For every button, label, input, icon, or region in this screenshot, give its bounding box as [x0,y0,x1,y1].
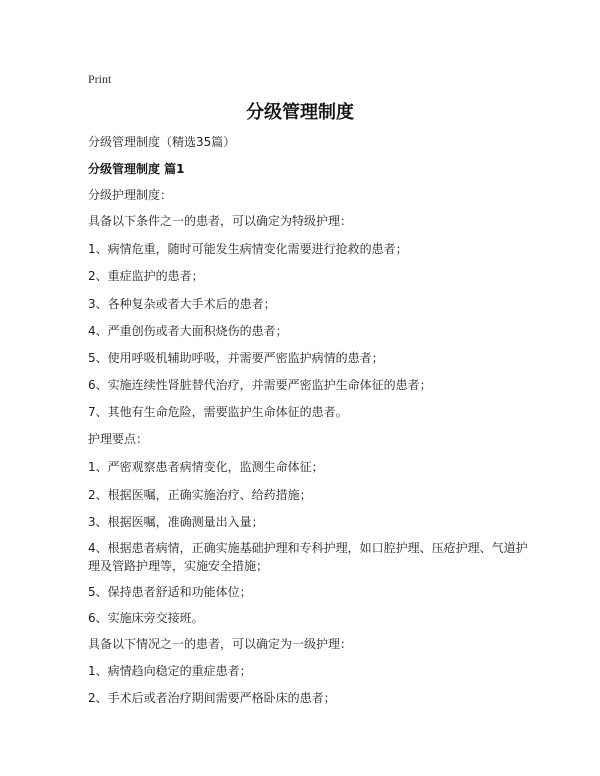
list-item: 6、实施床旁交接班。 [88,611,204,625]
list-item: 7、其他有生命危险，需要监护生命体征的患者。 [88,405,348,419]
list-item: 2、重症监护的患者； [88,269,204,283]
list-item: 1、病情危重，随时可能发生病情变化需要进行抢救的患者； [88,242,408,256]
paragraph: 具备以下条件之一的患者，可以确定为特级护理： [88,214,353,228]
list-item: 4、根据患者病情，正确实施基础护理和专科护理，如口腔护理、压疮护理、气道护理及管路护理等，实施安全措施； [88,541,528,573]
list-item: 2、手术后或者治疗期间需要严格卧床的患者； [88,691,336,705]
paragraph: 护理要点： [88,432,149,446]
list-item: 2、根据医嘱，正确实施治疗、给药措施； [88,488,312,502]
list-item: 5、使用呼吸机辅助呼吸，并需要严密监护病情的患者； [88,351,384,365]
list-item: 6、实施连续性肾脏替代治疗，并需要严密监护生命体征的患者； [88,378,432,392]
print-label: Print [88,72,112,86]
list-item: 1、严密观察患者病情变化，监测生命体征； [88,460,324,474]
list-item: 1、病情趋向稳定的重症患者； [88,664,252,678]
list-item: 4、严重创伤或者大面积烧伤的患者； [88,324,288,338]
list-item: 3、根据医嘱，准确测量出入量； [88,515,264,529]
section-heading: 分级管理制度 篇1 [88,162,185,176]
paragraph: 分级护理制度： [88,188,173,202]
paragraph: 具备以下情况之一的患者，可以确定为一级护理： [88,637,353,651]
list-item: 5、保持患者舒适和功能体位； [88,585,252,599]
document-subtitle: 分级管理制度（精选35篇） [88,135,236,149]
list-item: 3、各种复杂或者大手术后的患者； [88,297,276,311]
page-title: 分级管理制度 [246,102,354,123]
